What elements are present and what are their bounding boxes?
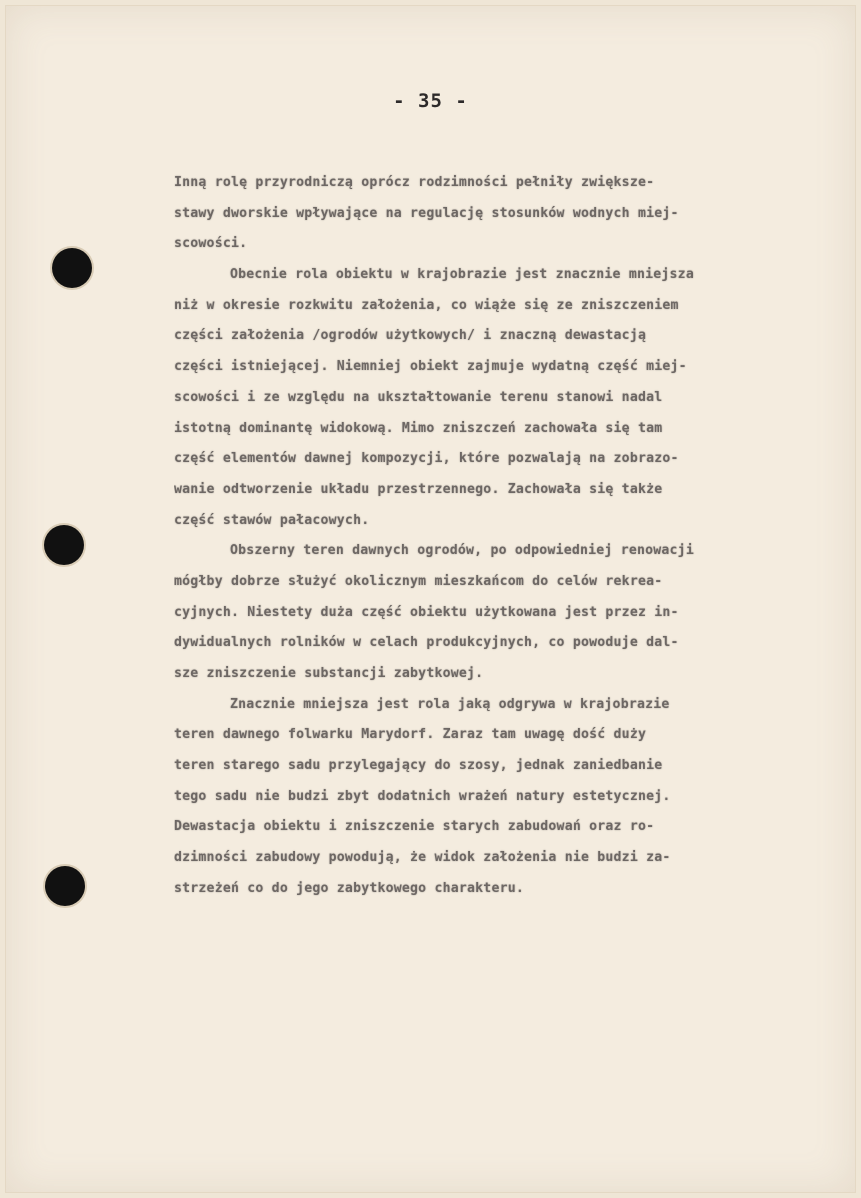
text-line: tego sadu nie budzi zbyt dodatnich wrażeń natury estetycznej. xyxy=(174,788,671,804)
paragraph-4 xyxy=(174,690,842,905)
text-line: Dewastacja obiektu i zniszczenie starych zabudowań oraz ro- xyxy=(174,819,655,835)
text-line: wanie odtworzenie układu przestrzennego. Zachowała się także xyxy=(174,481,663,497)
paragraph-3 xyxy=(174,536,842,689)
text-line: sze zniszczenie substancji zabytkowej. xyxy=(174,666,484,681)
body-text xyxy=(174,168,842,905)
text-line: strzeżeń co do jego zabytkowego charakteru. xyxy=(174,880,525,896)
text-line: Znacznie mniejsza jest rola jaką odgrywa w krajobrazie xyxy=(230,696,670,712)
text-line: dzimności zabudowy powodują, że widok założenia nie budzi za- xyxy=(174,850,671,866)
text-line: scowości i ze względu na ukształtowanie terenu stanowi nadal xyxy=(174,389,663,405)
text-line: Obecnie rola obiektu w krajobrazie jest znacznie mniejsza xyxy=(230,267,694,283)
punch-hole-top xyxy=(52,248,92,288)
text-line: części założenia /ogrodów użytkowych/ i znaczną dewastacją xyxy=(174,328,647,344)
text-line: Obszerny teren dawnych ogrodów, po odpowiedniej renowacji xyxy=(230,543,694,559)
text-line: cyjnych. Niestety duża część obiektu użytkowana jest przez in- xyxy=(174,604,679,620)
page-number: - 35 - xyxy=(393,90,468,112)
text-line: część elementów dawnej kompozycji, które pozwalają na zobrazo- xyxy=(174,451,679,467)
paragraph-1 xyxy=(174,168,842,260)
paragraph-2 xyxy=(174,260,842,536)
text-line: część stawów pałacowych. xyxy=(174,512,370,528)
text-line: mógłby dobrze służyć okolicznym mieszkańcom do celów rekrea- xyxy=(174,573,663,589)
text-line: teren starego sadu przylegający do szosy, jednak zaniedbanie xyxy=(174,758,663,774)
text-line: części istniejącej. Niemniej obiekt zajmuje wydatną część miej- xyxy=(174,359,687,375)
punch-hole-bottom xyxy=(45,866,85,906)
text-line: scowości. xyxy=(174,236,248,252)
text-line: Inną rolę przyrodniczą oprócz rodzimności pełniły zwiększe- xyxy=(174,175,655,190)
punch-hole-middle xyxy=(44,525,84,565)
text-line: teren dawnego folwarku Marydorf. Zaraz tam uwagę dość duży xyxy=(174,727,647,743)
text-line: istotną dominantę widokową. Mimo zniszczeń zachowała się tam xyxy=(174,420,663,436)
text-line: dywidualnych rolników w celach produkcyjnych, co powoduje dal- xyxy=(174,635,679,651)
text-line: niż w okresie rozkwitu założenia, co wiąże się ze zniszczeniem xyxy=(174,297,679,313)
text-line: stawy dworskie wpływające na regulację stosunków wodnych miej- xyxy=(174,205,679,221)
